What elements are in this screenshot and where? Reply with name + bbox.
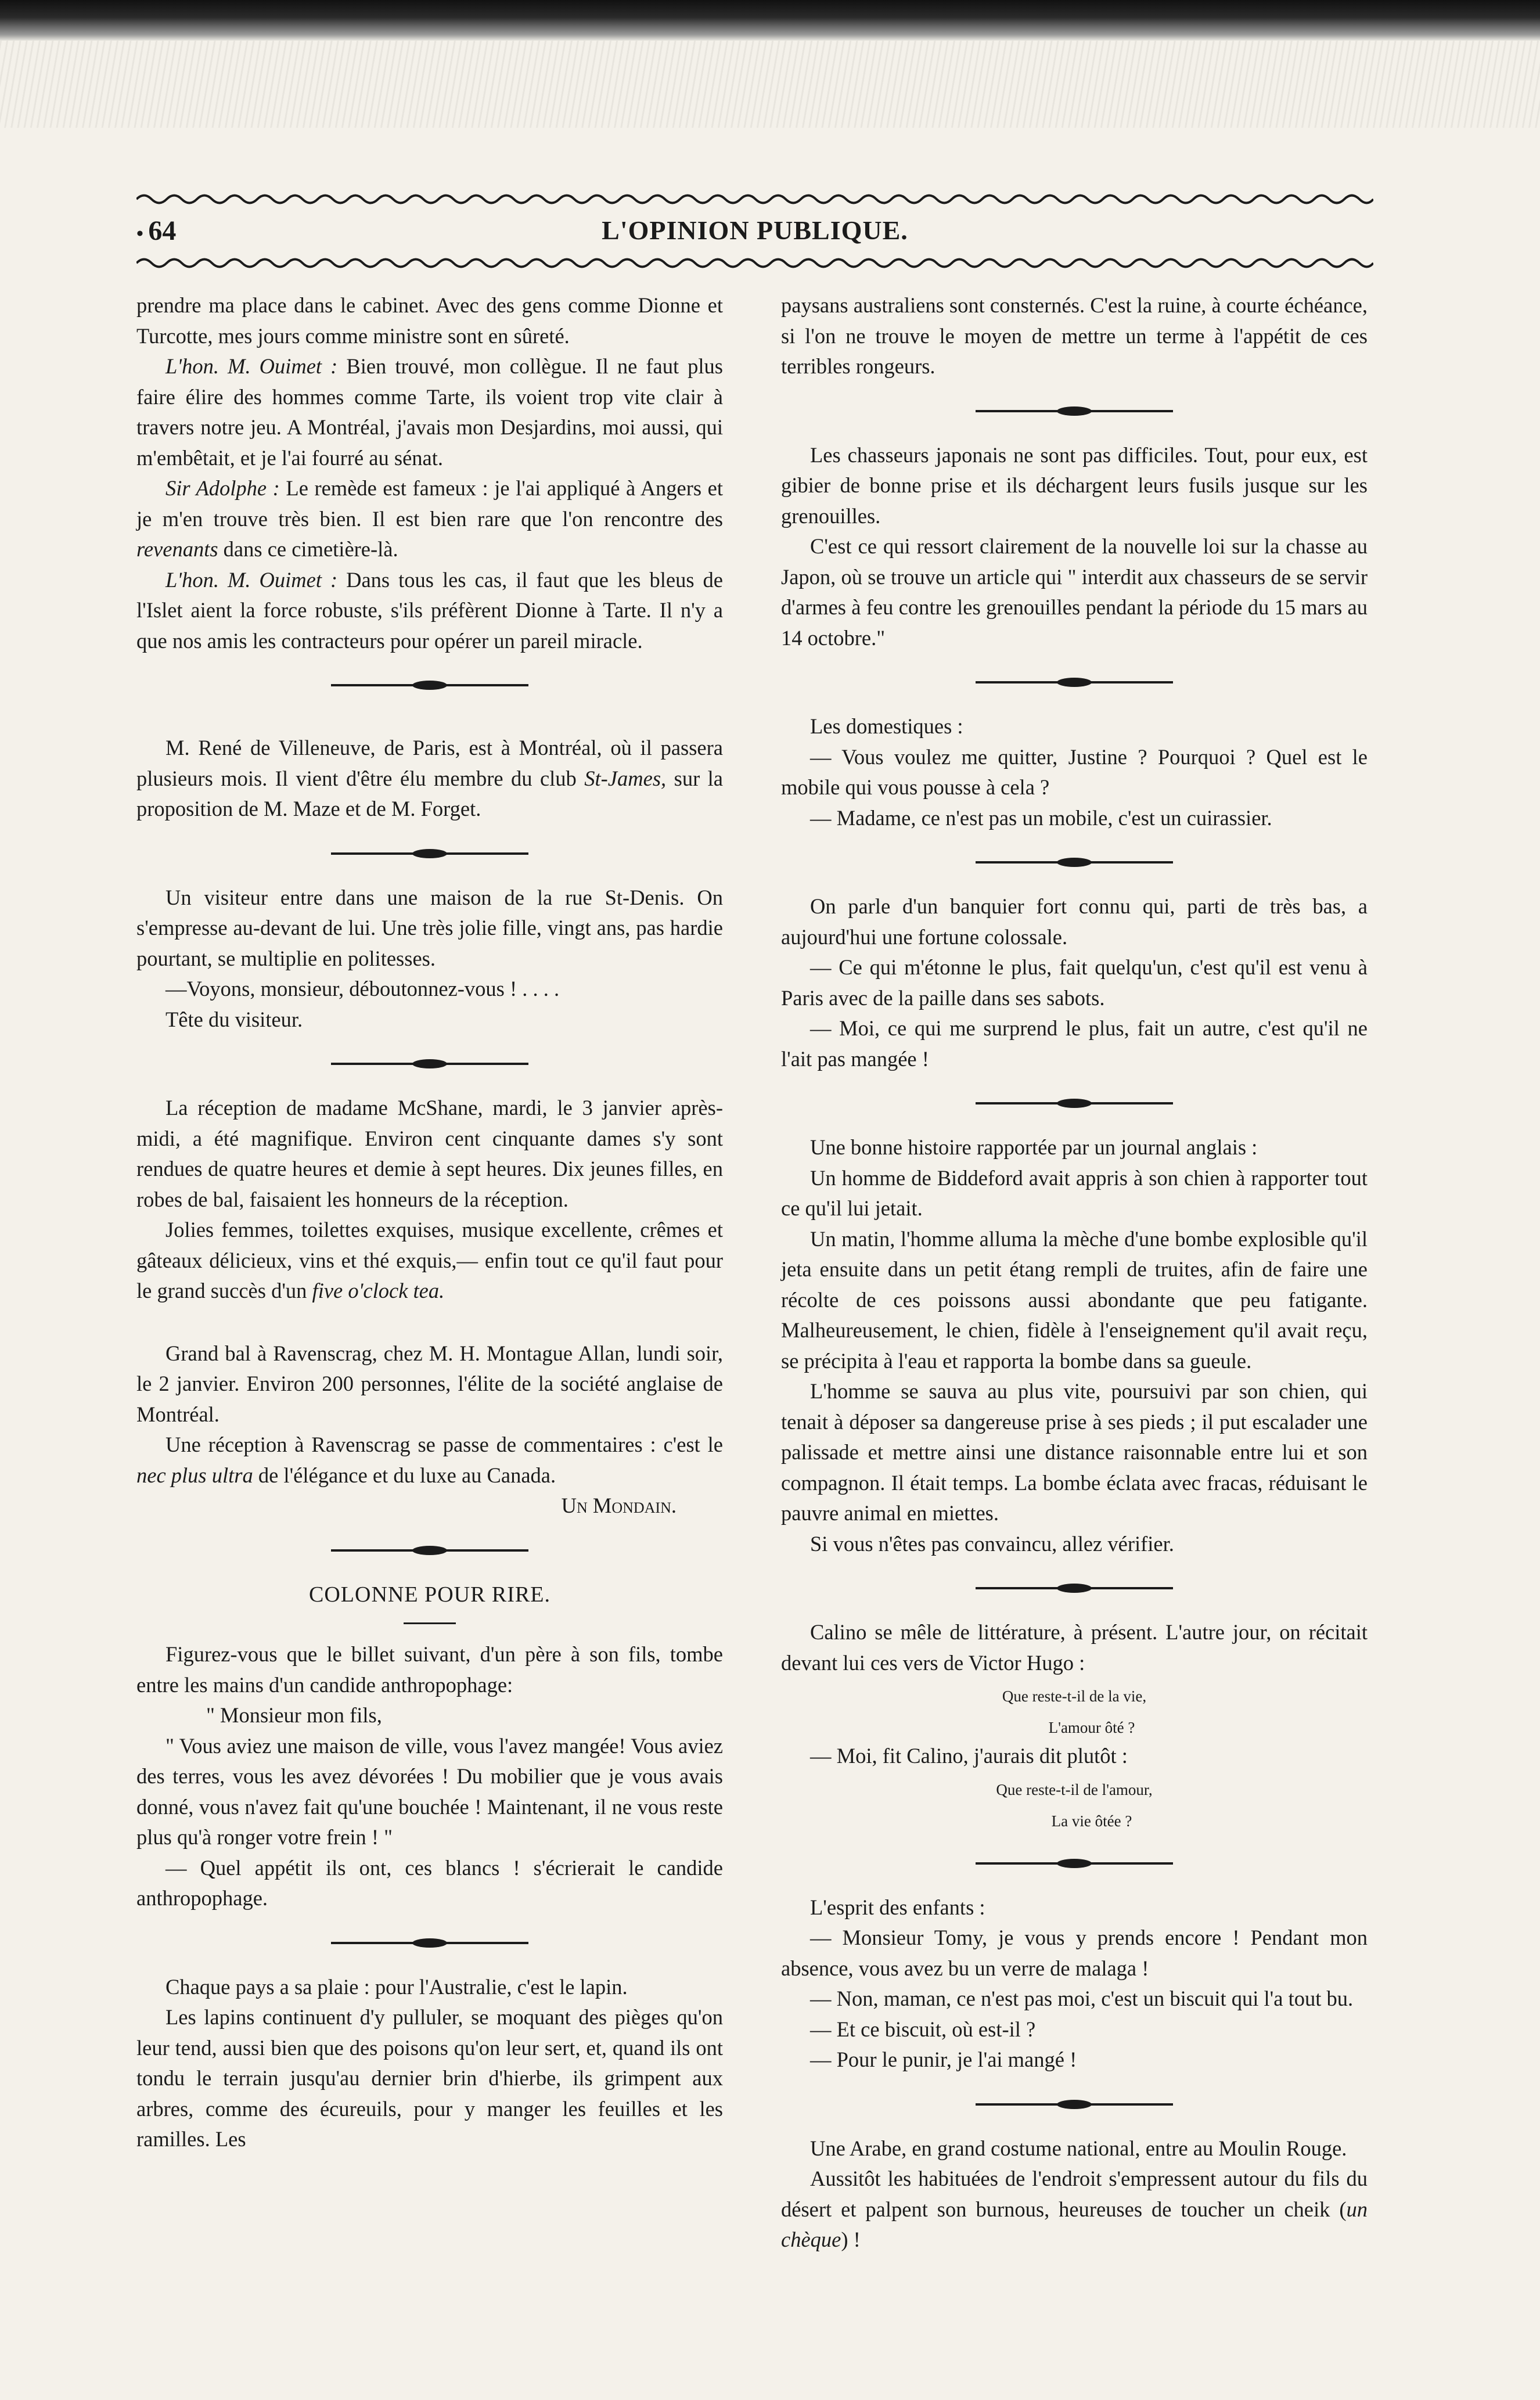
paragraph: — Monsieur Tomy, je vous y prends encore ! Pendant mon absence, vous avez bu un verre de malaga !: [781, 1926, 1368, 1980]
paragraph: — Moi, fit Calino, j'aurais dit plutôt :: [810, 1744, 1128, 1768]
article-australia-rabbits-cont: [781, 290, 1368, 382]
journal-title: L'OPINION PUBLIQUE.: [602, 215, 908, 245]
speaker: L'hon. M. Ouimet :: [165, 354, 338, 378]
section-separator: [331, 684, 528, 686]
article-banker: [781, 891, 1368, 1074]
article-children: [781, 1892, 1368, 2075]
paragraph: Grand bal à Ravenscrag, chez M. H. Montague Allan, lundi soir, le 2 janvier. Environ 200 personnes, l'élite de la société anglaise de Montréal.: [136, 1341, 723, 1426]
paragraph: — Madame, ce n'est pas un mobile, c'est un cuirassier.: [810, 805, 1272, 830]
page-scan-noise: [0, 41, 1540, 128]
section-separator: [976, 1862, 1173, 1865]
paragraph: — Pour le punir, je l'ai mangé !: [810, 2048, 1077, 2071]
article-japanese-hunters: [781, 440, 1368, 654]
paragraph: Chaque pays a sa plaie : pour l'Australie, c'est le lapin.: [165, 1974, 628, 1999]
paragraph: — Vous voulez me quitter, Justine ? Pourquoi ? Quel est le mobile qui vous pousse à cela ?: [781, 744, 1368, 799]
section-separator: [976, 2103, 1173, 2106]
left-column: [136, 290, 723, 2155]
paragraph: " Vous aviez une maison de ville, vous l'avez mangée! Vous aviez des terres, vous les avez dévorées ! Du mobilier que je vous avais donné, vous n'avez fait qu'une bouchée ! Maintenant, il ne vous reste plus qu'à ronger votre frein ! ": [136, 1733, 723, 1849]
verse-line: Que reste-t-il de l'amour,: [996, 1780, 1153, 1798]
section-separator: [331, 1942, 528, 1944]
speaker: Sir Adolphe :: [165, 476, 280, 500]
dialogue-line: Sir Adolphe : Le remède est fameux : je l'ai appliqué à Angers et je m'en trouve très bien. Il est bien rare que l'on rencontre des revenants dans ce cimetière-là.: [136, 476, 724, 561]
paragraph: Un matin, l'homme alluma la mèche d'une bombe explosible qu'il jeta ensuite dans un petit étang rempli de truites, afin de faire une récolte de ces poissons aussi abondante que peu fatigante. Malheureusement, le chien, fidèle à l'enseignement qu'il avait reçu, se précipita à l'eau et rapporta la bombe dans sa gueule.: [781, 1226, 1368, 1373]
paragraph: Un visiteur entre dans une maison de la rue St-Denis. On s'empresse au-devant de lui. Une très jolie fille, vingt ans, pas hardie pourtant, se multiplie en politesses.: [136, 885, 723, 970]
article-dog-bomb: [781, 1132, 1368, 1559]
paragraph: Aussitôt les habituées de l'endroit s'empressent autour du fils du désert et palpent son burnous, heureuses de toucher un cheik (un chèque) !: [781, 2167, 1368, 2251]
dialogue-line: L'hon. M. Ouimet : Bien trouvé, mon collègue. Il ne faut plus faire élire des hommes comme Tarte, ils voient trop vite clair à travers notre jeu. A Montréal, j'avais mon Desjardins, moi aussi, qui m'embêtait, et je l'ai fourré au sénat.: [136, 354, 724, 470]
paragraph: paysans australiens sont consternés. C'est la ruine, à courte échéance, si l'on ne trouve le moyen de mettre un terme à l'appétit de ces terribles rongeurs.: [781, 293, 1368, 378]
paragraph: Les lapins continuent d'y pulluler, se moquant des pièges qu'on leur tend, aussi bien que des poisons qu'on leur sert, et, quand ils ont tondu le terrain jusqu'au dernier brin d'hierbe, ils grimpent aux arbres, comme des écureuils, pour y manger les feuilles et les ramilles. Les: [136, 2005, 723, 2151]
right-column: [781, 290, 1368, 2255]
speaker: L'hon. M. Ouimet :: [165, 567, 338, 592]
paragraph: —Voyons, monsieur, déboutonnez-vous ! . . . .: [165, 977, 560, 1001]
paragraph: On parle d'un banquier fort connu qui, parti de très bas, a aujourd'hui une fortune colossale.: [781, 894, 1368, 949]
section-separator: [976, 681, 1173, 683]
paragraph: prendre ma place dans le cabinet. Avec des gens comme Dionne et Turcotte, mes jours comme ministre sont en sûreté.: [136, 293, 723, 348]
paragraph: — Non, maman, ce n'est pas moi, c'est un biscuit qui l'a tout bu.: [810, 1987, 1354, 2010]
paragraph: Calino se mêle de littérature, à présent. L'autre jour, on récitait devant lui ces vers de Victor Hugo :: [781, 1620, 1368, 1675]
paragraph: Une bonne histoire rapportée par un journal anglais :: [810, 1135, 1258, 1159]
section-separator: [976, 410, 1173, 412]
paragraph: Si vous n'êtes pas convaincu, allez vérifier.: [810, 1531, 1174, 1556]
page-number: • 64: [136, 215, 176, 247]
paragraph: L'esprit des enfants :: [810, 1895, 985, 1919]
paragraph: Un homme de Biddeford avait appris à son chien à rapporter tout ce qu'il lui jetait.: [781, 1165, 1368, 1220]
paragraph: Figurez-vous que le billet suivant, d'un père à son fils, tombe entre les mains d'un candide anthropophage:: [136, 1642, 723, 1697]
header-ornament-top: [136, 192, 1373, 207]
paragraph: — Ce qui m'étonne le plus, fait quelqu'un, c'est qu'il est venu à Paris avec de la paille dans ses sabots.: [781, 955, 1368, 1010]
title-rule: [404, 1622, 456, 1624]
article-mcshane-reception: [136, 1093, 723, 1307]
dialogue-line: L'hon. M. Ouimet : Dans tous les cas, il faut que les bleus de l'Islet aient la force robuste, s'ils préfèrent Dionne à Tarte. Il n'y a que nos amis les contracteurs pour opérer un pareil miracle.: [136, 567, 723, 653]
article-villeneuve: [136, 733, 723, 825]
paragraph: Une Arabe, en grand costume national, entre au Moulin Rouge.: [810, 2136, 1347, 2160]
paragraph: — Moi, ce qui me surprend le plus, fait un autre, c'est qu'il ne l'ait pas mangée !: [781, 1016, 1368, 1071]
paragraph: Les domestiques :: [810, 714, 963, 738]
header-ornament-bottom: [136, 256, 1373, 271]
paragraph: L'homme se sauva au plus vite, poursuivi par son chien, qui tenait à déposer sa dangereuse prise à ses pieds ; il put escalader une palissade et mettre ainsi une distance raisonnable entre lui et son compagnon. Il était temps. La bombe éclata avec fracas, réduisant le pauvre animal en miettes.: [781, 1379, 1368, 1525]
section-separator: [976, 1102, 1173, 1104]
spacer: [136, 1307, 723, 1338]
paragraph: C'est ce qui ressort clairement de la nouvelle loi sur la chasse au Japon, où se trouve un article qui " interdit aux chasseurs de se servir d'armes à feu contre les grenouilles pendant la période du 15 mars au 14 octobre.": [781, 534, 1368, 650]
verse-line: La vie ôtée ?: [1051, 1812, 1132, 1830]
article-ravenscrag-ball: [136, 1338, 723, 1521]
section-title: COLONNE POUR RIRE.: [309, 1582, 550, 1607]
article-politics-dialogue: [136, 290, 723, 656]
section-separator: [331, 1549, 528, 1552]
paragraph: — Et ce biscuit, où est-il ?: [810, 2017, 1036, 2041]
section-separator: [331, 1063, 528, 1065]
article-calino: [781, 1617, 1368, 1834]
letter-salutation: " Monsieur mon fils,: [206, 1703, 382, 1727]
verse-line: L'amour ôté ?: [1048, 1719, 1135, 1736]
paragraph: La réception de madame McShane, mardi, le 3 janvier après-midi, a été magnifique. Environ cent cinquante dames s'y sont rendues de quatre heures et demie à sept heures. Dix jeunes filles, en robes de bal, faisaient les honneurs de la réception.: [136, 1096, 723, 1211]
section-separator: [331, 852, 528, 855]
paragraph: Jolies femmes, toilettes exquises, musique excellente, crêmes et gâteaux délicieux, vins et thé exquis,— enfin tout ce qu'il faut pour le grand succès d'un five o'clock tea.: [136, 1218, 723, 1302]
paragraph: Une réception à Ravenscrag se passe de commentaires : c'est le nec plus ultra de l'élégance et du luxe au Canada.: [136, 1433, 723, 1487]
section-separator: [976, 861, 1173, 863]
signature: Un Mondain.: [561, 1494, 677, 1517]
article-visitor: [136, 883, 723, 1035]
paragraph: M. René de Villeneuve, de Paris, est à Montréal, où il passera plusieurs mois. Il vient d'être élu membre du club St-James, sur la proposition de M. Maze et de M. Forget.: [136, 736, 724, 821]
verse-line: Que reste-t-il de la vie,: [1002, 1687, 1147, 1705]
article-colonne-pour-rire: [136, 1579, 723, 1914]
article-australia-rabbits: [136, 1972, 723, 2155]
page-scan-top-edge: [0, 0, 1540, 41]
paragraph: Les chasseurs japonais ne sont pas difficiles. Tout, pour eux, est gibier de bonne prise et ils déchargent leurs fusils jusque sur les grenouilles.: [781, 442, 1368, 528]
paragraph: Tête du visiteur.: [165, 1007, 303, 1031]
paragraph: — Quel appétit ils ont, ces blancs ! s'écrierait le candide anthropophage.: [136, 1855, 723, 1910]
article-moulin-rouge: [781, 2133, 1368, 2255]
section-separator: [976, 1587, 1173, 1589]
page-header: [136, 215, 1373, 250]
article-domestics: [781, 711, 1368, 833]
